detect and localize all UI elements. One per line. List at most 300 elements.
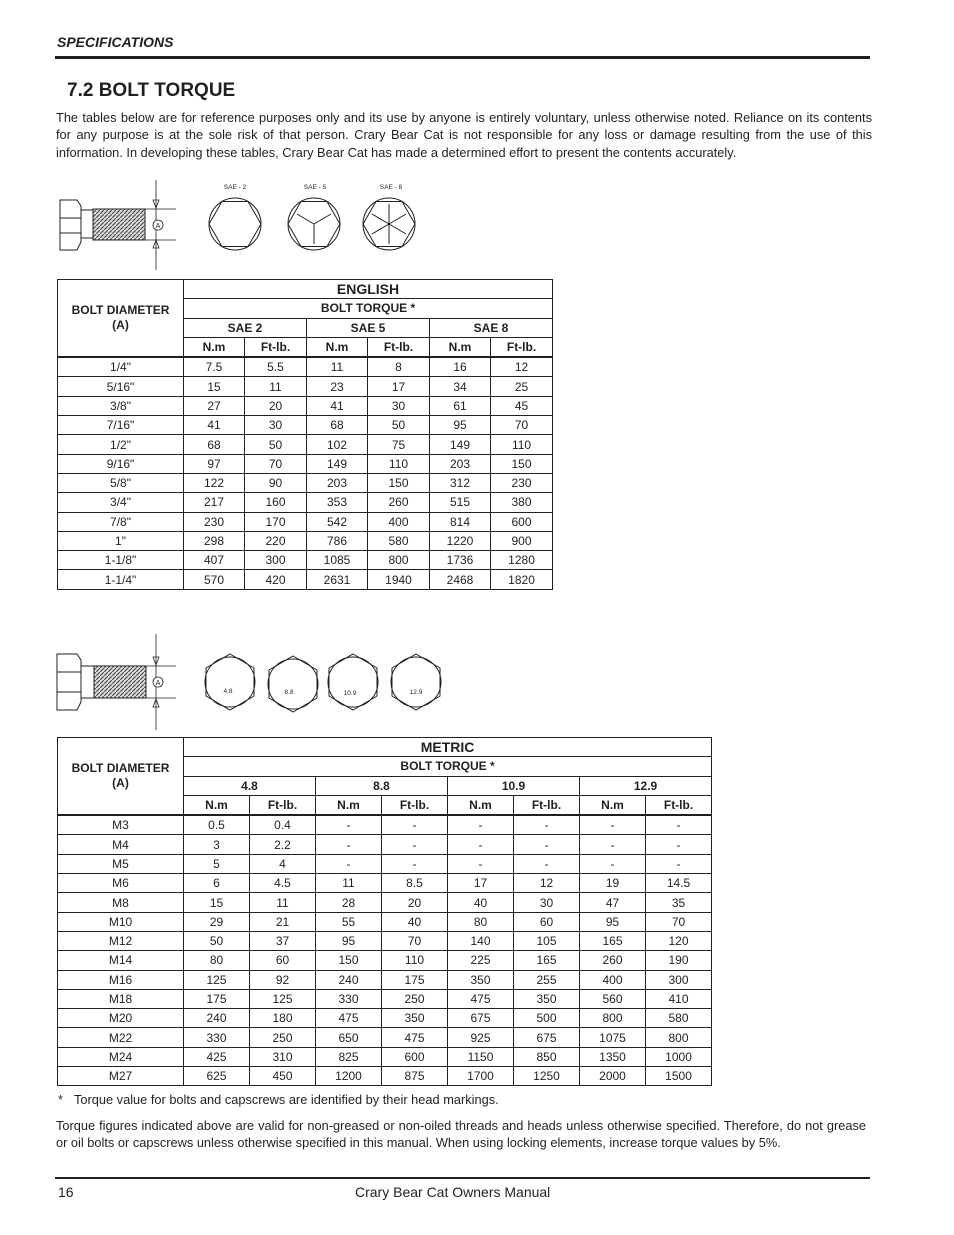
table-row [58,377,553,396]
torque-value-cell: 5 [184,854,250,873]
torque-value-cell: 330 [184,1028,250,1047]
torque-value-cell: - [580,815,646,835]
torque-value-cell: - [316,835,382,854]
torque-value-cell: 15 [184,893,250,912]
torque-value-cell: 122 [184,473,245,492]
torque-value-cell: 675 [448,1009,514,1028]
torque-value-cell: 34 [430,377,491,396]
table-row [58,357,553,377]
torque-value-cell: 203 [307,473,368,492]
table-row [58,473,553,492]
table-row [58,416,553,435]
torque-value-cell: 92 [250,970,316,989]
torque-value-cell: 20 [245,396,307,415]
torque-value-cell: 110 [491,435,553,454]
torque-value-cell: 310 [250,1047,316,1066]
table-row [58,454,553,473]
torque-value-cell: 11 [307,357,368,377]
diameter-header-label: BOLT DIAMETER [71,761,170,776]
table-row [58,970,712,989]
torque-value-cell: 625 [184,1067,250,1086]
torque-value-cell: 260 [368,493,430,512]
bolt-diameter-cell: 1" [58,531,184,550]
torque-value-cell: 475 [316,1009,382,1028]
unit-header: Ft-lb. [646,795,712,815]
torque-value-cell: 40 [448,893,514,912]
table-row [58,570,553,589]
unit-header: Ft-lb. [368,337,430,357]
torque-value-cell: 1350 [580,1047,646,1066]
torque-value-cell: 80 [184,951,250,970]
torque-value-cell: 600 [382,1047,448,1066]
diameter-header-sub: (A) [112,776,129,791]
bolt-diameter-cell: 7/16" [58,416,184,435]
torque-value-cell: 37 [250,931,316,950]
grade-label: SAE - 8 [379,184,403,191]
torque-value-cell: 125 [250,989,316,1008]
english-torque-table [57,279,553,590]
section-header: SPECIFICATIONS [57,34,174,50]
torque-value-cell: 500 [514,1009,580,1028]
unit-header: Ft-lb. [382,795,448,815]
footer-rule [55,1177,870,1179]
torque-value-cell: 300 [245,551,307,570]
torque-usage-paragraph: Torque figures indicated above are valid for non-greased or non-oiled threads and heads unless otherwise specified. Therefore, do not grease or oil bolts or capscrews unless otherwise specified in this manual. When using locking elements, increase torque values by 5%. [56,1118,866,1151]
grade-129-head-icon [391,654,441,710]
torque-value-cell: 68 [184,435,245,454]
torque-value-cell: 800 [646,1028,712,1047]
unit-header: Ft-lb. [491,337,553,357]
torque-value-cell: 1220 [430,531,491,550]
torque-value-cell: - [580,835,646,854]
torque-value-cell: 312 [430,473,491,492]
torque-value-cell: - [514,815,580,835]
torque-value-cell: - [448,815,514,835]
torque-value-cell: 70 [245,454,307,473]
torque-value-cell: 225 [448,951,514,970]
torque-value-cell: 35 [646,893,712,912]
torque-value-cell: 165 [514,951,580,970]
torque-value-cell: 47 [580,893,646,912]
torque-value-cell: 298 [184,531,245,550]
intro-paragraph: The tables below are for reference purposes only and its use by anyone is entirely voluntary, unless otherwise noted. Reliance on its contents for any purpose is at the sole risk of that person. Crary Bear Cat is not responsible for any loss or damage resulting from the use of this information. In developing these tables, Crary Bear Cat has made a determined effort to present the contents accurately. [56,110,872,160]
torque-value-cell: 140 [448,931,514,950]
torque-value-cell: - [448,835,514,854]
torque-value-cell: 475 [448,989,514,1008]
bolt-diameter-cell: 1-1/8" [58,551,184,570]
grade-header: 12.9 [580,776,712,795]
torque-value-cell: 150 [368,473,430,492]
torque-value-cell: 16 [430,357,491,377]
table-row [58,815,712,835]
diameter-dimension [145,180,176,270]
bolt-diameter-cell: M27 [58,1067,184,1086]
torque-value-cell: 102 [307,435,368,454]
torque-value-cell: 11 [316,874,382,893]
bolt-diameter-cell: M20 [58,1009,184,1028]
torque-value-cell: 300 [646,970,712,989]
torque-value-cell: 250 [250,1028,316,1047]
table-row [58,512,553,531]
bolt-diameter-cell: 1/4" [58,357,184,377]
sae5-head-icon [288,198,340,250]
torque-value-cell: 260 [580,951,646,970]
unit-header: Ft-lb. [245,337,307,357]
torque-footnote [58,1092,499,1107]
torque-value-cell: 1000 [646,1047,712,1066]
table-row [58,1047,712,1066]
torque-value-cell: 80 [448,912,514,931]
bolt-diameter-cell: 1-1/4" [58,570,184,589]
torque-value-cell: 50 [368,416,430,435]
table-row [58,874,712,893]
torque-value-cell: 425 [184,1047,250,1066]
torque-value-cell: 110 [368,454,430,473]
table-row [58,551,553,570]
diameter-header-label: BOLT DIAMETER [71,303,170,318]
torque-value-cell: 600 [491,512,553,531]
torque-value-cell: 240 [184,1009,250,1028]
english-table-body [58,357,553,589]
footnote-marker: * [58,1092,63,1107]
table-row [58,1028,712,1047]
torque-value-cell: 925 [448,1028,514,1047]
bolt-diameter-cell: 3/8" [58,396,184,415]
torque-value-cell: 190 [646,951,712,970]
torque-value-cell: 230 [184,512,245,531]
torque-value-cell: 475 [382,1028,448,1047]
torque-value-cell: - [316,815,382,835]
torque-value-cell: - [646,815,712,835]
torque-value-cell: 160 [245,493,307,512]
table-row [58,989,712,1008]
bolt-diameter-cell: 7/8" [58,512,184,531]
torque-value-cell: 2468 [430,570,491,589]
header-rule [55,56,870,59]
torque-value-cell: 2631 [307,570,368,589]
torque-value-cell: 825 [316,1047,382,1066]
torque-value-cell: 17 [368,377,430,396]
sae2-head-icon [209,198,261,250]
torque-value-cell: 5.5 [245,357,307,377]
torque-value-cell: 2.2 [250,835,316,854]
table-row [58,854,712,873]
torque-value-cell: 800 [368,551,430,570]
torque-value-cell: 875 [382,1067,448,1086]
torque-value-cell: 800 [580,1009,646,1028]
unit-header: N.m [307,337,368,357]
torque-value-cell: 410 [646,989,712,1008]
table-row [58,531,553,550]
bolt-diameter-cell: 9/16" [58,454,184,473]
bolt-diameter-cell: 1/2" [58,435,184,454]
torque-value-cell: 217 [184,493,245,512]
torque-value-cell: 2000 [580,1067,646,1086]
bolt-diameter-cell: M14 [58,951,184,970]
torque-value-cell: 560 [580,989,646,1008]
torque-value-cell: 1700 [448,1067,514,1086]
torque-value-cell: 125 [184,970,250,989]
table-title: ENGLISH [184,280,553,299]
grade-109-head-icon [328,654,378,710]
torque-value-cell: 29 [184,912,250,931]
torque-value-cell: 40 [382,912,448,931]
torque-value-cell: 7.5 [184,357,245,377]
torque-value-cell: 580 [646,1009,712,1028]
torque-value-cell: 400 [368,512,430,531]
torque-value-cell: 60 [250,951,316,970]
diameter-dimension [146,634,176,730]
bolt-diameter-cell: M5 [58,854,184,873]
torque-value-cell: 900 [491,531,553,550]
table-row [58,1009,712,1028]
torque-value-cell: 30 [245,416,307,435]
unit-header: N.m [184,795,250,815]
torque-value-cell: 350 [382,1009,448,1028]
torque-value-cell: 70 [646,912,712,931]
english-bolt-diagram [52,178,432,272]
unit-header: N.m [184,337,245,357]
torque-value-cell: 180 [250,1009,316,1028]
grade-88-head-icon [268,656,318,712]
torque-value-cell: 3 [184,835,250,854]
torque-value-cell: 814 [430,512,491,531]
torque-value-cell: 90 [245,473,307,492]
torque-value-cell: 105 [514,931,580,950]
torque-value-cell: 21 [250,912,316,931]
grade-label: SAE - 2 [223,184,247,191]
unit-header: Ft-lb. [514,795,580,815]
table-row [58,951,712,970]
grade-header: SAE 5 [307,318,430,337]
bolt-diameter-cell: M6 [58,874,184,893]
torque-value-cell: 1085 [307,551,368,570]
grade-label: 12.9 [409,689,423,696]
torque-value-cell: 12 [491,357,553,377]
grade-label: SAE - 5 [303,184,327,191]
bolt-side-view [60,200,93,250]
torque-value-cell: 850 [514,1047,580,1066]
torque-value-cell: 4.5 [250,874,316,893]
torque-value-cell: 75 [368,435,430,454]
torque-value-cell: - [646,854,712,873]
torque-value-cell: 19 [580,874,646,893]
bolt-diameter-header [58,280,184,358]
table-row [58,1067,712,1086]
torque-value-cell: 25 [491,377,553,396]
bolt-diameter-cell: M22 [58,1028,184,1047]
torque-value-cell: 68 [307,416,368,435]
torque-value-cell: - [382,835,448,854]
diameter-header-sub: (A) [112,318,129,333]
torque-value-cell: - [382,854,448,873]
sae8-head-icon [363,198,415,250]
table-row [58,493,553,512]
grade-label: 10.9 [343,690,357,697]
bolt-diameter-cell: M4 [58,835,184,854]
torque-value-cell: 149 [430,435,491,454]
torque-value-cell: 580 [368,531,430,550]
torque-value-cell: 95 [430,416,491,435]
torque-value-cell: 95 [580,912,646,931]
torque-value-cell: 27 [184,396,245,415]
grade-header: 8.8 [316,776,448,795]
torque-value-cell: 0.4 [250,815,316,835]
torque-value-cell: 240 [316,970,382,989]
torque-value-cell: 650 [316,1028,382,1047]
table-row [58,893,712,912]
grade-label: 4.8 [223,688,233,695]
grade-header: SAE 8 [430,318,553,337]
torque-value-cell: 97 [184,454,245,473]
bolt-thread [93,209,145,240]
torque-value-cell: 380 [491,493,553,512]
bolt-diameter-cell: M24 [58,1047,184,1066]
torque-value-cell: 250 [382,989,448,1008]
torque-value-cell: 350 [514,989,580,1008]
torque-value-cell: 1250 [514,1067,580,1086]
table-row [58,396,553,415]
bolt-diameter-cell: M10 [58,912,184,931]
table-row [58,435,553,454]
torque-value-cell: 230 [491,473,553,492]
torque-value-cell: - [382,815,448,835]
bolt-diameter-header [58,738,184,816]
torque-value-cell: 675 [514,1028,580,1047]
unit-header: N.m [580,795,646,815]
torque-value-cell: 50 [245,435,307,454]
torque-value-cell: 1280 [491,551,553,570]
bolt-diameter-cell: 5/16" [58,377,184,396]
torque-value-cell: 1075 [580,1028,646,1047]
torque-value-cell: 60 [514,912,580,931]
torque-value-cell: 203 [430,454,491,473]
table-row [58,835,712,854]
torque-value-cell: 1736 [430,551,491,570]
table-row [58,931,712,950]
torque-value-cell: - [646,835,712,854]
metric-table-body [58,815,712,1086]
torque-value-cell: 8.5 [382,874,448,893]
torque-value-cell: 353 [307,493,368,512]
torque-value-cell: 11 [245,377,307,396]
torque-value-cell: - [580,854,646,873]
torque-value-cell: 41 [307,396,368,415]
torque-value-cell: 30 [368,396,430,415]
torque-value-cell: 786 [307,531,368,550]
grade-48-head-icon [205,654,255,710]
torque-value-cell: - [448,854,514,873]
torque-value-cell: 8 [368,357,430,377]
bolt-thread [94,666,146,698]
footnote-text: Torque value for bolts and capscrews are identified by their head markings. [74,1092,499,1107]
torque-value-cell: 0.5 [184,815,250,835]
torque-value-cell: 17 [448,874,514,893]
torque-value-cell: 28 [316,893,382,912]
grade-header: 10.9 [448,776,580,795]
torque-value-cell: 55 [316,912,382,931]
torque-value-cell: - [514,854,580,873]
unit-header: N.m [430,337,491,357]
torque-value-cell: 23 [307,377,368,396]
torque-value-cell: 15 [184,377,245,396]
torque-value-cell: - [316,854,382,873]
torque-header: BOLT TORQUE * [184,299,553,318]
torque-header: BOLT TORQUE * [184,757,712,776]
torque-value-cell: 70 [382,931,448,950]
dimension-label: A [155,680,161,687]
bolt-diameter-cell: M18 [58,989,184,1008]
table-title: METRIC [184,738,712,757]
torque-value-cell: 95 [316,931,382,950]
unit-header: N.m [316,795,382,815]
torque-value-cell: 570 [184,570,245,589]
torque-value-cell: - [514,835,580,854]
torque-value-cell: 120 [646,931,712,950]
unit-header: Ft-lb. [250,795,316,815]
torque-value-cell: 1820 [491,570,553,589]
torque-value-cell: 110 [382,951,448,970]
torque-value-cell: 30 [514,893,580,912]
unit-header: N.m [448,795,514,815]
torque-value-cell: 150 [316,951,382,970]
bolt-diameter-cell: M8 [58,893,184,912]
torque-value-cell: 20 [382,893,448,912]
torque-value-cell: 350 [448,970,514,989]
grade-header: 4.8 [184,776,316,795]
bolt-diameter-cell: M12 [58,931,184,950]
torque-value-cell: 407 [184,551,245,570]
metric-torque-table [57,737,712,1086]
footer-title: Crary Bear Cat Owners Manual [355,1184,551,1200]
torque-value-cell: 6 [184,874,250,893]
torque-value-cell: 1500 [646,1067,712,1086]
torque-value-cell: 255 [514,970,580,989]
torque-value-cell: 515 [430,493,491,512]
torque-value-cell: 12 [514,874,580,893]
torque-value-cell: 175 [184,989,250,1008]
torque-value-cell: 175 [382,970,448,989]
torque-value-cell: 170 [245,512,307,531]
torque-value-cell: 450 [250,1067,316,1086]
torque-value-cell: 149 [307,454,368,473]
torque-value-cell: 542 [307,512,368,531]
bolt-diameter-cell: M3 [58,815,184,835]
grade-label: 8.8 [284,689,294,696]
page-number: 16 [58,1184,74,1200]
bolt-diameter-cell: 3/4" [58,493,184,512]
metric-bolt-diagram [52,632,452,732]
torque-value-cell: 11 [250,893,316,912]
torque-value-cell: 150 [491,454,553,473]
torque-value-cell: 4 [250,854,316,873]
torque-value-cell: 1150 [448,1047,514,1066]
torque-value-cell: 165 [580,931,646,950]
torque-value-cell: 14.5 [646,874,712,893]
torque-value-cell: 330 [316,989,382,1008]
torque-value-cell: 1940 [368,570,430,589]
table-row [58,912,712,931]
grade-header: SAE 2 [184,318,307,337]
torque-value-cell: 1200 [316,1067,382,1086]
bolt-side-view [57,654,94,710]
torque-value-cell: 420 [245,570,307,589]
dimension-label: A [155,223,161,230]
torque-value-cell: 61 [430,396,491,415]
torque-value-cell: 41 [184,416,245,435]
bolt-diameter-cell: M16 [58,970,184,989]
torque-value-cell: 220 [245,531,307,550]
